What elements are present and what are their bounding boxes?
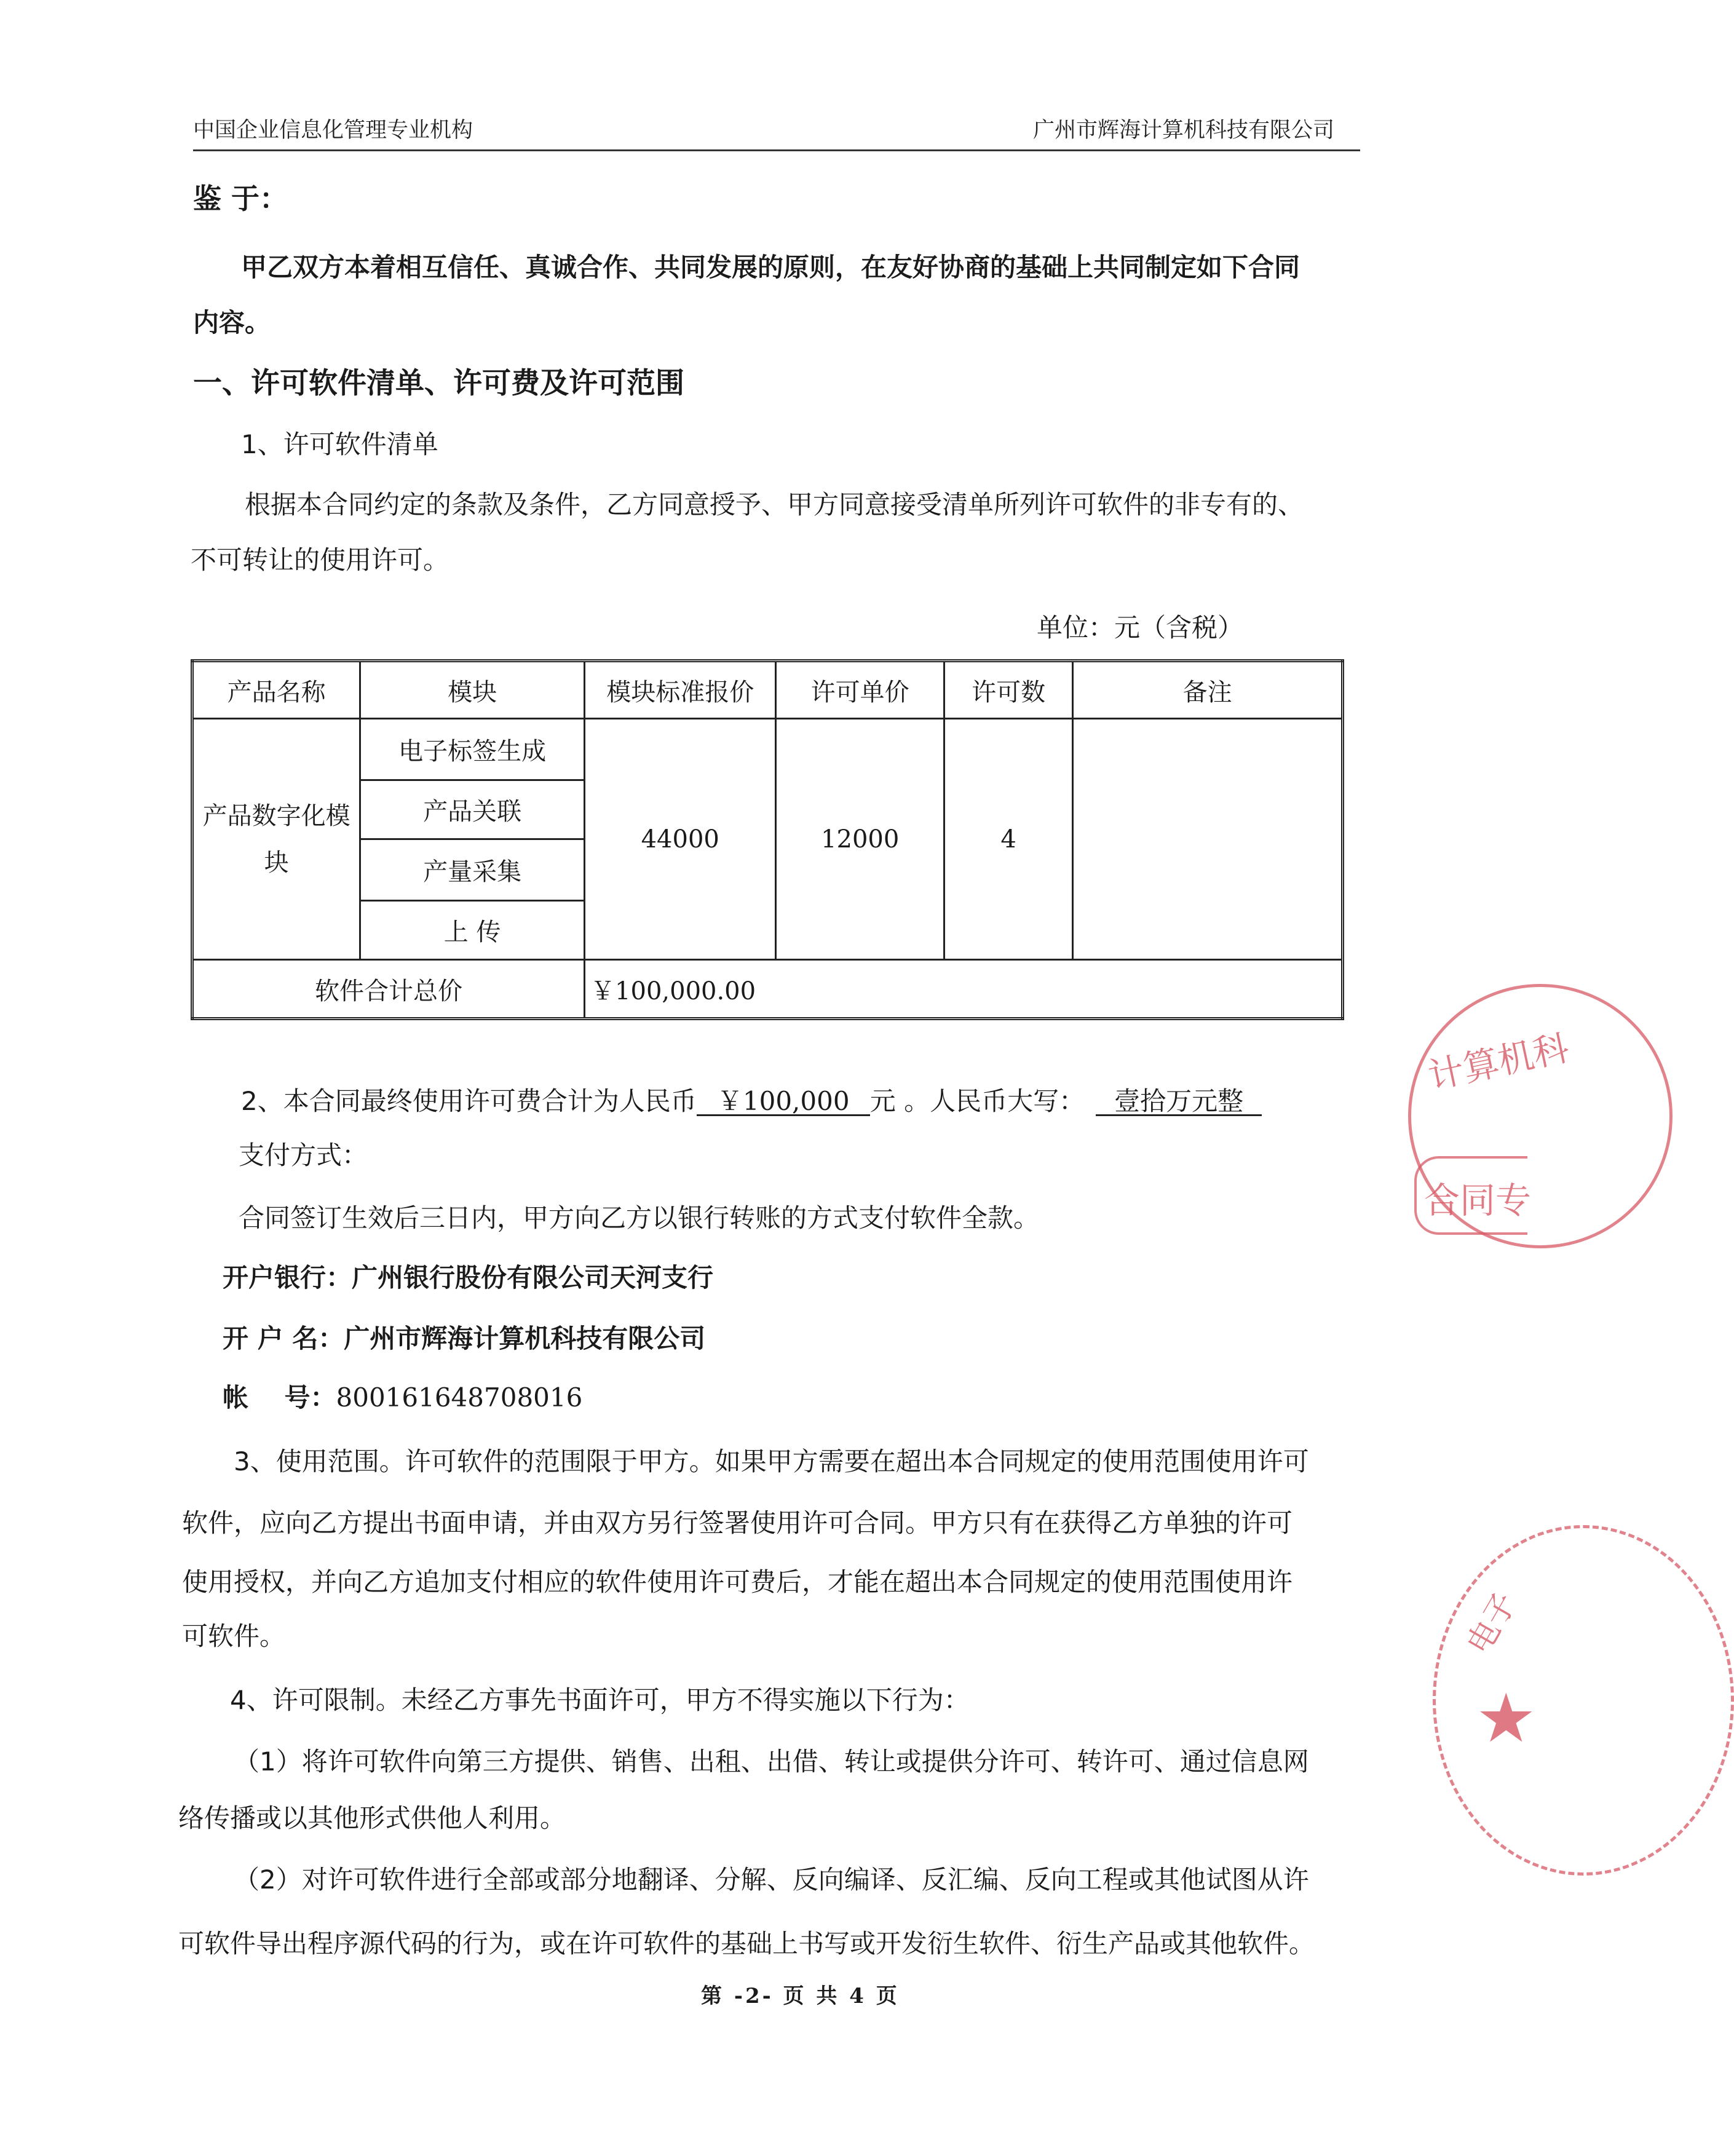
item-2-prefix: 2、本合同最终使用许可费合计为人民币 <box>241 1086 697 1116</box>
remark-cell <box>1073 719 1343 960</box>
item-3-line-3: 使用授权，并向乙方追加支付相应的软件使用许可费后，才能在超出本合同规定的使用范围使用许 <box>182 1567 1293 1597</box>
item-4-sub-1-line-1: （1）将许可软件向第三方提供、销售、出租、出借、转让或提供分许可、转许可、通过信息网 <box>234 1746 1309 1777</box>
bank-value: 广州银行股份有限公司天河支行 <box>352 1262 714 1293</box>
item-1-text-line-1: 根据本合同约定的条款及条件，乙方同意授予、甲方同意接受清单所列许可软件的非专有的、 <box>245 489 1304 520</box>
item-3-line-1: 3、使用范围。许可软件的范围限于甲方。如果甲方需要在超出本合同规定的使用范围使用许可 <box>234 1446 1309 1476</box>
module-cell: 产品关联 <box>360 780 585 839</box>
item-4-sub-1-line-2: 络传播或以其他形式供他人利用。 <box>178 1803 566 1833</box>
payment-title: 支付方式： <box>239 1140 368 1170</box>
account-number-line <box>223 1382 583 1413</box>
header-left-org: 中国企业信息化管理专业机构 <box>193 118 473 143</box>
product-name-line-1: 产品数字化模 <box>202 801 350 830</box>
item-3-line-4: 可软件。 <box>182 1621 286 1651</box>
header-standard-price: 模块标准报价 <box>585 661 776 719</box>
seal-text-bottom: 电子 <box>1460 1587 1524 1661</box>
item-4-sub-2-line-2: 可软件导出程序源代码的行为，或在许可软件的基础上书写或开发衍生软件、衍生产品或其他软件。 <box>178 1928 1315 1959</box>
page-number-footer: 第 -2- 页 共 4 页 <box>701 1984 900 2008</box>
product-name-cell <box>192 719 360 960</box>
seal-text-contract: 合同专 <box>1424 1179 1532 1221</box>
intro-line-2: 内容。 <box>193 307 271 338</box>
standard-price-cell: 44000 <box>585 719 776 960</box>
table-total-row <box>192 960 1343 1019</box>
item-4-title: 4、许可限制。未经乙方事先书面许可，甲方不得实施以下行为： <box>230 1685 970 1715</box>
amount-in-words-field: 壹拾万元整 <box>1096 1088 1262 1116</box>
bank-label: 开户银行： <box>223 1262 352 1293</box>
section-1-title: 一、许可软件清单、许可费及许可范围 <box>193 367 684 400</box>
module-cell: 电子标签生成 <box>360 719 585 780</box>
table-header-row <box>192 661 1343 719</box>
payment-text: 合同签订生效后三日内，甲方向乙方以银行转账的方式支付软件全款。 <box>239 1203 1040 1233</box>
seal-star-icon: ★ <box>1476 1679 1537 1758</box>
item-2-line <box>241 1088 1262 1116</box>
item-1-text-line-2: 不可转让的使用许可。 <box>191 545 449 575</box>
header-right-company: 广州市辉海计算机科技有限公司 <box>1032 118 1334 143</box>
account-number-label: 帐 号： <box>223 1382 336 1413</box>
product-name-line-2: 块 <box>264 848 289 877</box>
account-name-line <box>223 1323 706 1353</box>
bank-line <box>223 1262 714 1293</box>
header-divider <box>193 149 1360 151</box>
module-cell: 上 传 <box>360 901 585 960</box>
unit-price-cell: 12000 <box>776 719 944 960</box>
license-table <box>191 659 1344 1020</box>
account-number-value: 800161648708016 <box>336 1382 583 1413</box>
header-remark: 备注 <box>1073 661 1343 719</box>
account-name-value: 广州市辉海计算机科技有限公司 <box>344 1323 706 1353</box>
account-name-label: 开 户 名： <box>223 1323 344 1353</box>
total-amount-field: ￥100,000 <box>697 1088 870 1116</box>
seal-text-top: 计算机科 <box>1424 1026 1573 1098</box>
item-4-sub-2-line-1: （2）对许可软件进行全部或部分地翻译、分解、反向编译、反汇编、反向工程或其他试图从许 <box>234 1865 1309 1895</box>
module-cell: 产量采集 <box>360 839 585 901</box>
intro-line-1: 甲乙双方本着相互信任、真诚合作、共同发展的原则，在友好协商的基础上共同制定如下合同 <box>241 252 1301 282</box>
header-module: 模块 <box>360 661 585 719</box>
header-unit-price: 许可单价 <box>776 661 944 719</box>
item-2-middle: 元 。人民币大写： <box>869 1086 1085 1116</box>
item-1-title: 1、许可软件清单 <box>241 429 438 459</box>
quantity-cell: 4 <box>944 719 1072 960</box>
unit-note: 单位：元（含税） <box>1037 612 1244 643</box>
whereas-title: 鉴 于： <box>193 182 288 215</box>
header-product-name: 产品名称 <box>192 661 360 719</box>
item-3-line-2: 软件，应向乙方提出书面申请，并由双方另行签署使用许可合同。甲方只有在获得乙方单独的许可 <box>182 1508 1293 1538</box>
total-label-cell: 软件合计总价 <box>192 960 585 1019</box>
table-row <box>192 719 1343 780</box>
header-quantity: 许可数 <box>944 661 1072 719</box>
total-value-cell: ￥100,000.00 <box>585 960 1343 1019</box>
